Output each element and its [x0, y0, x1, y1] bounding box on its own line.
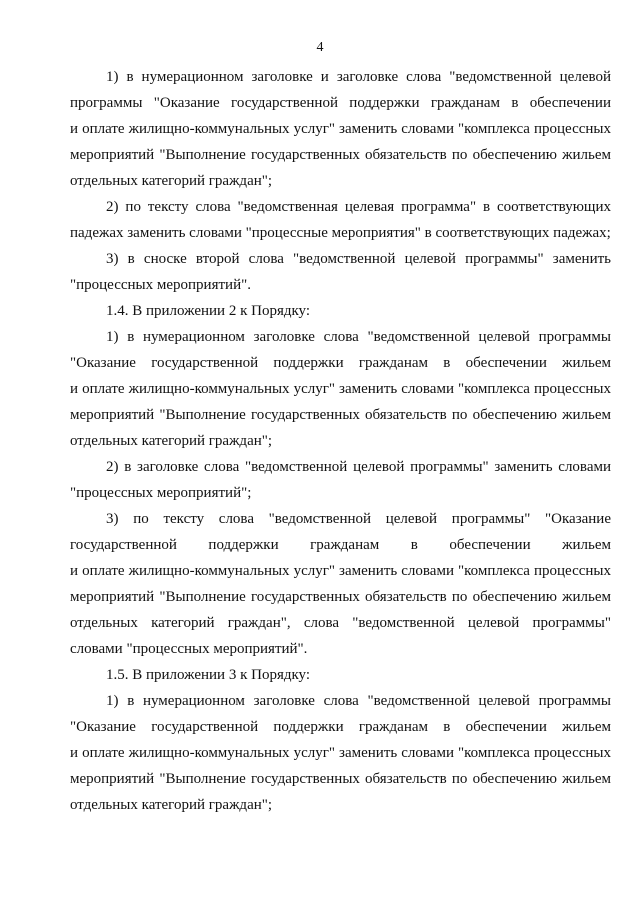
paragraph-1-4-item-2: [70, 454, 611, 506]
text-line: 1) в нумерационном заголовке слова "ведомственной целевой программы: [106, 329, 611, 345]
text-line: отдельных категорий граждан";: [70, 433, 273, 449]
paragraph-1-3-item-2: [70, 194, 611, 246]
text-line: мероприятий "Выполнение государственных обязательств по обеспечению жильем: [70, 589, 611, 605]
text-line: 1) в нумерационном заголовке и заголовке слова "ведомственной целевой: [106, 69, 611, 85]
text-line: 3) по тексту слова "ведомственной целевой программы" "Оказание: [106, 511, 611, 527]
text-line: и оплате жилищно-коммунальных услуг" заменить словами "комплекса процессных: [70, 121, 611, 137]
text-line: программы "Оказание государственной поддержки гражданам в обеспечении: [70, 95, 611, 111]
text-line: отдельных категорий граждан";: [70, 173, 273, 189]
document-body: [70, 64, 611, 818]
text-line: "процессных мероприятий".: [70, 277, 251, 293]
text-line: отдельных категорий граждан", слова "ведомственной целевой программы": [70, 615, 611, 631]
paragraph-1-3-item-1: [70, 64, 611, 194]
text-line: и оплате жилищно-коммунальных услуг" заменить словами "комплекса процессных: [70, 563, 611, 579]
paragraph-1-4-item-3: [70, 506, 611, 662]
paragraph-1-3-item-3: [70, 246, 611, 298]
text-line: 2) по тексту слова "ведомственная целевая программа" в соответствующих: [106, 199, 611, 215]
text-line: 1) в нумерационном заголовке слова "ведомственной целевой программы: [106, 693, 611, 709]
text-line: государственной поддержки гражданам в обеспечении жильем: [70, 537, 611, 553]
paragraph-1-4-item-1: [70, 324, 611, 454]
text-line: словами "процессных мероприятий".: [70, 641, 308, 657]
page-number: 4: [316, 40, 324, 55]
text-line: и оплате жилищно-коммунальных услуг" заменить словами "комплекса процессных: [70, 745, 611, 761]
section-heading-1-4: [70, 298, 611, 324]
text-line: 1.4. В приложении 2 к Порядку:: [106, 303, 311, 319]
text-line: "Оказание государственной поддержки гражданам в обеспечении жильем: [70, 719, 611, 735]
text-line: мероприятий "Выполнение государственных обязательств по обеспечению жильем: [70, 407, 611, 423]
text-line: "Оказание государственной поддержки гражданам в обеспечении жильем: [70, 355, 611, 371]
section-heading-1-5: [70, 662, 611, 688]
text-line: мероприятий "Выполнение государственных обязательств по обеспечению жильем: [70, 771, 611, 787]
text-line: 3) в сноске второй слова "ведомственной целевой программы" заменить: [106, 251, 611, 267]
text-line: мероприятий "Выполнение государственных обязательств по обеспечению жильем: [70, 147, 611, 163]
text-line: отдельных категорий граждан";: [70, 797, 273, 813]
paragraph-1-5-item-1: [70, 688, 611, 818]
text-line: "процессных мероприятий";: [70, 485, 252, 501]
text-line: 2) в заголовке слова "ведомственной целевой программы" заменить словами: [106, 459, 611, 475]
text-line: и оплате жилищно-коммунальных услуг" заменить словами "комплекса процессных: [70, 381, 611, 397]
text-line: 1.5. В приложении 3 к Порядку:: [106, 667, 311, 683]
text-line: падежах заменить словами "процессные мероприятия" в соответствующих падежах;: [70, 225, 611, 241]
